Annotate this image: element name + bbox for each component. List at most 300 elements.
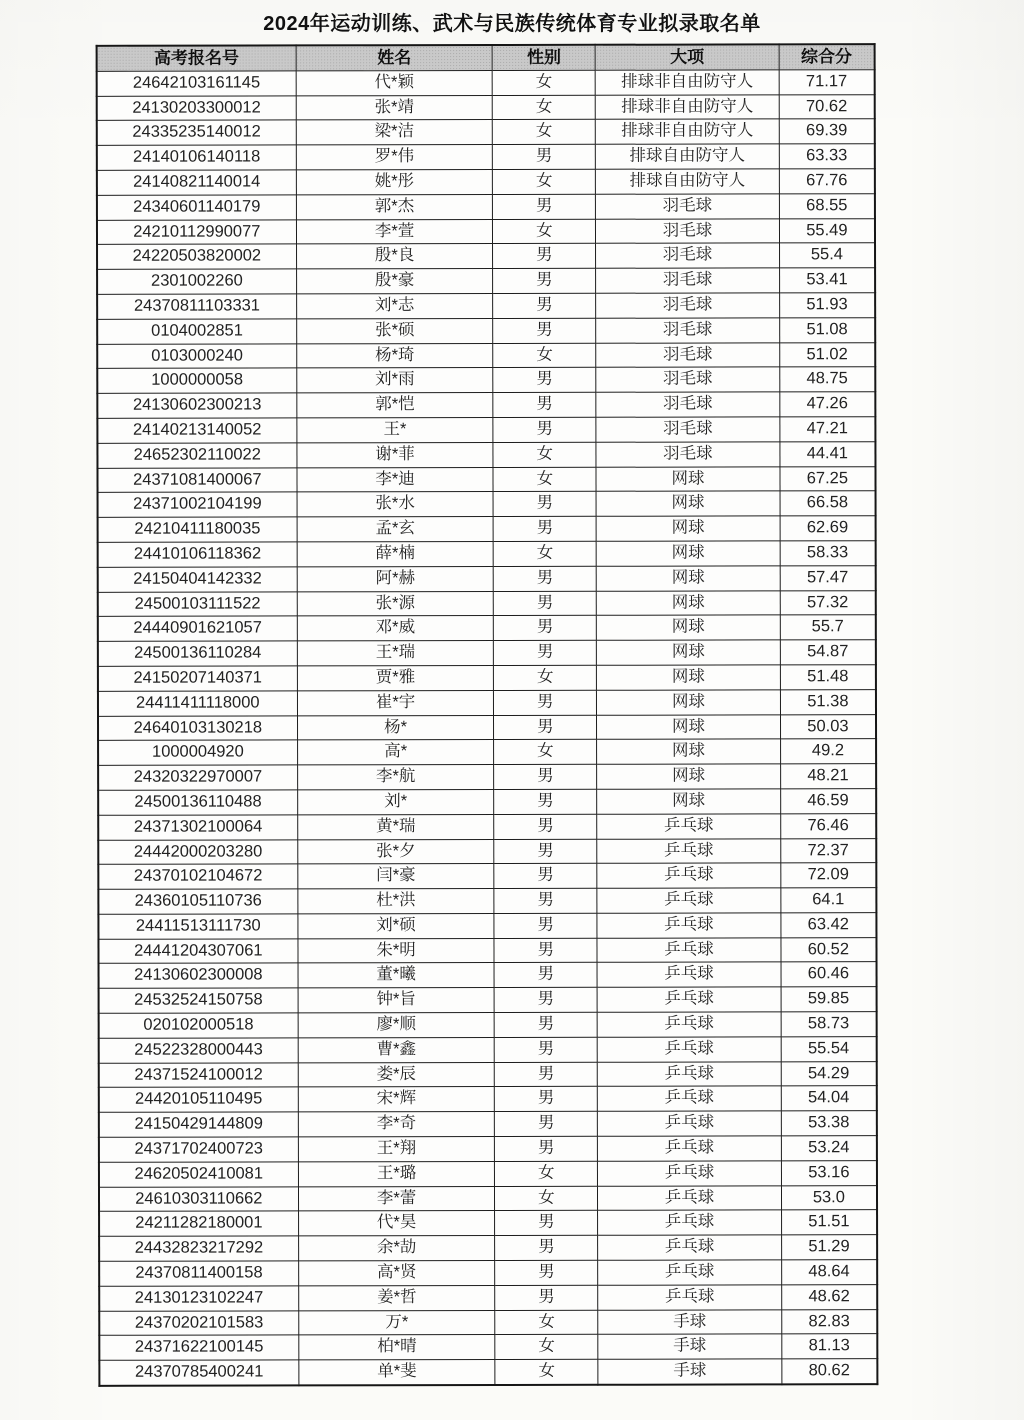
cell: 24335235140012 (97, 120, 296, 145)
cell: 47.26 (780, 392, 876, 417)
cell: 55.54 (781, 1037, 877, 1062)
table-row (97, 342, 875, 368)
table-row (98, 689, 876, 715)
cell: 66.58 (780, 491, 876, 516)
cell: 55.7 (780, 615, 876, 640)
cell: 郭*杰 (296, 194, 493, 219)
cell: 崔*宇 (297, 690, 494, 715)
cell: 53.24 (781, 1136, 877, 1161)
cell: 24371002104199 (98, 492, 297, 517)
cell: 网球 (597, 714, 781, 739)
cell: 网球 (597, 789, 781, 814)
cell: 女 (495, 1186, 598, 1211)
cell: 51.02 (779, 342, 875, 367)
cell: 男 (494, 938, 597, 963)
table-row (99, 962, 877, 988)
cell: 70.62 (779, 94, 875, 119)
cell: 69.39 (779, 119, 875, 144)
cell: 63.42 (781, 913, 877, 938)
cell: 殷*豪 (296, 269, 493, 294)
cell: 娄*辰 (298, 1062, 495, 1087)
table-row (98, 739, 876, 765)
cell: 24500103111522 (98, 591, 297, 616)
cell: 羽毛球 (596, 243, 780, 268)
cell: 网球 (596, 491, 780, 516)
cell: 李*萱 (296, 219, 493, 244)
cell: 24210411180035 (98, 517, 297, 542)
cell: 24441204307061 (98, 939, 297, 964)
cell: 24371302100064 (98, 815, 297, 840)
cell: 男 (494, 715, 597, 740)
cell: 51.51 (781, 1210, 877, 1235)
cell: 闫*豪 (297, 864, 494, 889)
cell: 57.32 (780, 590, 876, 615)
column-header-0: 高考报名号 (97, 45, 296, 71)
cell: 女 (493, 169, 596, 194)
cell: 网球 (597, 640, 781, 665)
cell: 刘*硕 (298, 913, 495, 938)
cell: 48.62 (781, 1285, 877, 1310)
table-row (98, 491, 876, 517)
cell: 王*璐 (298, 1161, 495, 1186)
cell: 24211282180001 (99, 1211, 298, 1236)
cell: 24522328000443 (99, 1038, 298, 1063)
cell: 男 (495, 988, 598, 1013)
table-row (97, 441, 875, 467)
cell: 54.29 (781, 1061, 877, 1086)
cell: 乒乓球 (597, 1086, 781, 1111)
cell: 羽毛球 (596, 342, 780, 367)
cell: 男 (495, 963, 598, 988)
cell: 万* (298, 1310, 495, 1335)
cell: 男 (494, 814, 597, 839)
cell: 男 (495, 1087, 598, 1112)
cell: 杨*琦 (296, 343, 493, 368)
cell: 张*硕 (296, 318, 493, 343)
table-row (99, 1061, 877, 1087)
table-header-row (97, 44, 875, 71)
cell: 2301002260 (97, 269, 296, 294)
cell: 男 (495, 1012, 598, 1037)
cell: 殷*良 (296, 244, 493, 269)
table-row (98, 838, 876, 864)
cell: 女 (493, 442, 596, 467)
cell: 男 (494, 690, 597, 715)
cell: 24370102104672 (98, 864, 297, 889)
cell: 女 (495, 1310, 598, 1335)
cell: 24370811400158 (99, 1261, 298, 1286)
cell: 女 (494, 541, 597, 566)
cell: 代*颖 (296, 70, 493, 95)
cell: 王*瑞 (297, 641, 494, 666)
table-row (99, 1359, 877, 1386)
cell: 网球 (597, 764, 781, 789)
cell: 76.46 (780, 813, 876, 838)
cell: 罗*伟 (296, 145, 493, 170)
table-row (99, 1086, 877, 1112)
cell: 手球 (598, 1359, 782, 1385)
table-row (98, 665, 876, 691)
cell: 网球 (597, 739, 781, 764)
cell: 柏*晴 (298, 1335, 495, 1360)
table-row (99, 1161, 877, 1187)
cell: 男 (493, 368, 596, 393)
cell: 44.41 (780, 441, 876, 466)
cell: 24440901621057 (98, 616, 297, 641)
cell: 71.17 (779, 69, 875, 94)
cell: 贾*雅 (297, 665, 494, 690)
cell: 62.69 (780, 516, 876, 541)
cell: 81.13 (782, 1334, 878, 1359)
cell: 50.03 (780, 714, 876, 739)
cell: 高*贤 (298, 1261, 495, 1286)
cell: 曹*鑫 (298, 1037, 495, 1062)
cell: 男 (493, 417, 596, 442)
cell: 男 (495, 1211, 598, 1236)
cell: 代*昊 (298, 1211, 495, 1236)
cell: 薛*楠 (297, 541, 494, 566)
cell: 男 (495, 1136, 598, 1161)
cell: 60.46 (781, 962, 877, 987)
cell: 网球 (596, 566, 780, 591)
table-row (99, 1235, 877, 1261)
cell: 男 (493, 318, 596, 343)
admission-table (96, 43, 879, 1387)
table-row (98, 640, 876, 666)
cell: 乒乓球 (598, 1235, 782, 1260)
cell: 53.41 (779, 268, 875, 293)
column-header-2: 性别 (493, 45, 596, 71)
table-row (99, 1185, 877, 1211)
cell: 51.93 (779, 293, 875, 318)
cell: 女 (493, 95, 596, 120)
cell: 24500136110284 (98, 641, 297, 666)
cell: 董*曦 (298, 963, 495, 988)
cell: 男 (495, 1062, 598, 1087)
cell: 张*夕 (297, 839, 494, 864)
column-header-1: 姓名 (296, 45, 493, 71)
cell: 24442000203280 (98, 839, 297, 864)
cell: 24150404142332 (98, 567, 297, 592)
cell: 张*水 (297, 492, 494, 517)
table-row (99, 1111, 877, 1137)
cell: 24371524100012 (99, 1063, 298, 1088)
cell: 网球 (596, 516, 780, 541)
cell: 24610303110662 (99, 1187, 298, 1212)
cell: 24642103161145 (97, 71, 296, 96)
cell: 女 (493, 343, 596, 368)
page-title: 2024年运动训练、武术与民族传统体育专业拟录取名单 (263, 13, 761, 35)
cell: 邓*威 (297, 616, 494, 641)
cell: 55.49 (779, 218, 875, 243)
cell: 男 (494, 888, 597, 913)
cell: 女 (493, 70, 596, 95)
cell: 24371081400067 (97, 467, 296, 492)
cell: 47.21 (780, 417, 876, 442)
cell: 排球非自由防守人 (595, 119, 779, 144)
table-row (98, 615, 876, 641)
cell: 24620502410081 (99, 1162, 298, 1187)
cell: 0104002851 (97, 319, 296, 344)
cell: 羽毛球 (596, 367, 780, 392)
cell: 80.62 (782, 1359, 878, 1384)
table-row (97, 293, 875, 319)
cell: 廖*顺 (298, 1013, 495, 1038)
column-header-3: 大项 (595, 44, 779, 70)
cell: 排球自由防守人 (595, 144, 779, 169)
cell: 男 (494, 591, 597, 616)
table-row (97, 243, 875, 269)
cell: 男 (493, 268, 596, 293)
cell: 排球自由防守人 (596, 169, 780, 194)
table-row (97, 119, 875, 145)
cell: 020102000518 (99, 1013, 298, 1038)
cell: 1000000058 (97, 368, 296, 393)
cell: 63.33 (779, 144, 875, 169)
cell: 李*奇 (298, 1112, 495, 1137)
cell: 阿*赫 (297, 566, 494, 591)
cell: 24371622100145 (99, 1335, 298, 1360)
cell: 男 (494, 516, 597, 541)
cell: 男 (493, 144, 596, 169)
cell: 网球 (596, 615, 780, 640)
table-row (99, 1037, 877, 1063)
table-row (99, 1136, 877, 1162)
table-row (98, 813, 876, 839)
table-row (97, 367, 875, 393)
cell: 67.25 (780, 466, 876, 491)
cell: 乒乓球 (597, 1037, 781, 1062)
cell: 男 (494, 492, 597, 517)
cell: 24640103130218 (98, 715, 297, 740)
cell: 24411411118000 (98, 691, 297, 716)
cell: 杨* (297, 715, 494, 740)
cell: 排球非自由防守人 (595, 94, 779, 119)
table-row (98, 888, 876, 914)
table-row (99, 1210, 877, 1236)
cell: 乒乓球 (597, 838, 781, 863)
cell: 羽毛球 (596, 268, 780, 293)
cell: 张*靖 (296, 95, 493, 120)
cell: 黄*瑞 (297, 814, 494, 839)
table-row (97, 169, 875, 195)
cell: 51.48 (780, 665, 876, 690)
cell: 孟*玄 (297, 517, 494, 542)
cell: 乒乓球 (597, 938, 781, 963)
cell: 乒乓球 (597, 1062, 781, 1087)
cell: 53.38 (781, 1111, 877, 1136)
cell: 24130123102247 (99, 1286, 298, 1311)
cell: 男 (494, 864, 597, 889)
cell: 乒乓球 (598, 1161, 782, 1186)
cell: 58.73 (781, 1012, 877, 1037)
table-row (98, 863, 876, 889)
cell: 李*迪 (297, 467, 494, 492)
cell: 24320322970007 (98, 765, 297, 790)
cell: 女 (494, 665, 597, 690)
cell: 24500136110488 (98, 790, 297, 815)
cell: 53.0 (781, 1185, 877, 1210)
cell: 24150207140371 (98, 666, 297, 691)
cell: 24140213140052 (97, 418, 296, 443)
cell: 男 (495, 1236, 598, 1261)
cell: 24370811103331 (97, 294, 296, 319)
cell: 24140106140118 (97, 145, 296, 170)
cell: 男 (495, 1037, 598, 1062)
cell: 网球 (597, 665, 781, 690)
cell: 53.16 (781, 1161, 877, 1186)
cell: 谢*菲 (297, 442, 494, 467)
table-row (98, 516, 876, 542)
cell: 24210112990077 (97, 219, 296, 244)
cell: 55.4 (779, 243, 875, 268)
cell: 乒乓球 (597, 987, 781, 1012)
cell: 羽毛球 (596, 417, 780, 442)
table-row (97, 69, 875, 95)
cell: 男 (494, 789, 597, 814)
table-row (99, 1309, 877, 1335)
cell: 82.83 (782, 1309, 878, 1334)
table-row (97, 417, 875, 443)
cell: 羽毛球 (596, 293, 780, 318)
cell: 男 (493, 194, 596, 219)
cell: 0103000240 (97, 343, 296, 368)
table-row (99, 1285, 877, 1311)
cell: 乒乓球 (597, 1012, 781, 1037)
cell: 乒乓球 (598, 1210, 782, 1235)
cell: 男 (494, 566, 597, 591)
cell: 网球 (596, 466, 780, 491)
cell: 59.85 (781, 987, 877, 1012)
cell: 手球 (598, 1310, 782, 1335)
cell: 手球 (598, 1334, 782, 1359)
table-row (98, 913, 876, 939)
cell: 68.55 (779, 193, 875, 218)
cell: 24130602300008 (99, 963, 298, 988)
cell: 男 (493, 392, 596, 417)
cell: 刘*志 (296, 293, 493, 318)
cell: 女 (495, 1360, 598, 1386)
cell: 男 (494, 616, 597, 641)
cell: 24410106118362 (98, 542, 297, 567)
cell: 24652302110022 (97, 443, 296, 468)
cell: 48.21 (780, 764, 876, 789)
cell: 54.87 (780, 640, 876, 665)
cell: 60.52 (781, 937, 877, 962)
cell: 女 (495, 1335, 598, 1360)
cell: 男 (495, 1112, 598, 1137)
cell: 乒乓球 (597, 962, 781, 987)
cell: 宋*辉 (298, 1087, 495, 1112)
cell: 排球非自由防守人 (595, 70, 779, 95)
cell: 王*翔 (298, 1137, 495, 1162)
cell: 李*航 (297, 765, 494, 790)
cell: 郭*恺 (296, 393, 493, 418)
cell: 男 (494, 913, 597, 938)
cell: 51.29 (781, 1235, 877, 1260)
cell: 女 (493, 120, 596, 145)
cell: 女 (494, 740, 597, 765)
table-row (97, 317, 875, 343)
cell: 乒乓球 (598, 1186, 782, 1211)
cell: 24370202101583 (99, 1311, 298, 1336)
cell: 男 (494, 839, 597, 864)
cell: 男 (493, 244, 596, 269)
cell: 24532524150758 (99, 988, 298, 1013)
table-row (98, 764, 876, 790)
cell: 67.76 (779, 169, 875, 194)
table-row (98, 541, 876, 567)
cell: 单*斐 (299, 1360, 496, 1386)
cell: 24371702400723 (99, 1137, 298, 1162)
table-row (97, 144, 875, 170)
cell: 24370785400241 (99, 1360, 298, 1386)
cell: 24420105110495 (99, 1087, 298, 1112)
cell: 46.59 (780, 789, 876, 814)
cell: 51.08 (779, 317, 875, 342)
cell: 女 (493, 219, 596, 244)
cell: 24340601140179 (97, 195, 296, 220)
cell: 余*劼 (298, 1236, 495, 1261)
cell: 羽毛球 (596, 442, 780, 467)
table-row (99, 987, 877, 1013)
cell: 64.1 (781, 888, 877, 913)
cell: 羽毛球 (596, 318, 780, 343)
cell: 24360105110736 (98, 889, 297, 914)
cell: 男 (493, 293, 596, 318)
cell: 24140821140014 (97, 170, 296, 195)
cell: 李*蕾 (298, 1186, 495, 1211)
cell: 57.47 (780, 565, 876, 590)
column-header-4: 综合分 (779, 44, 875, 69)
table-row (97, 268, 875, 294)
cell: 24411513111730 (98, 914, 297, 939)
cell: 54.04 (781, 1086, 877, 1111)
cell: 乒乓球 (597, 888, 781, 913)
cell: 1000004920 (98, 740, 297, 765)
cell: 梁*洁 (296, 120, 493, 145)
cell: 男 (495, 1285, 598, 1310)
cell: 乒乓球 (598, 1136, 782, 1161)
cell: 24130203300012 (97, 95, 296, 120)
cell: 刘*雨 (296, 368, 493, 393)
cell: 男 (495, 1260, 598, 1285)
cell: 乒乓球 (598, 1260, 782, 1285)
cell: 72.09 (781, 863, 877, 888)
cell: 羽毛球 (596, 194, 780, 219)
table-row (97, 193, 875, 219)
cell: 男 (494, 764, 597, 789)
cell: 乒乓球 (597, 913, 781, 938)
cell: 网球 (597, 690, 781, 715)
cell: 51.38 (780, 689, 876, 714)
cell: 羽毛球 (596, 218, 780, 243)
cell: 高* (297, 740, 494, 765)
cell: 网球 (596, 541, 780, 566)
cell: 朱*明 (298, 938, 495, 963)
cell: 24432823217292 (99, 1236, 298, 1261)
cell: 刘* (297, 789, 494, 814)
table-row (97, 466, 875, 492)
table-row (99, 1334, 877, 1360)
admission-table-wrapper (96, 43, 879, 1387)
table-row (98, 590, 876, 616)
cell: 杜*洪 (298, 889, 495, 914)
cell: 49.2 (780, 739, 876, 764)
cell: 钟*旨 (298, 988, 495, 1013)
cell: 乒乓球 (597, 863, 781, 888)
cell: 48.75 (780, 367, 876, 392)
